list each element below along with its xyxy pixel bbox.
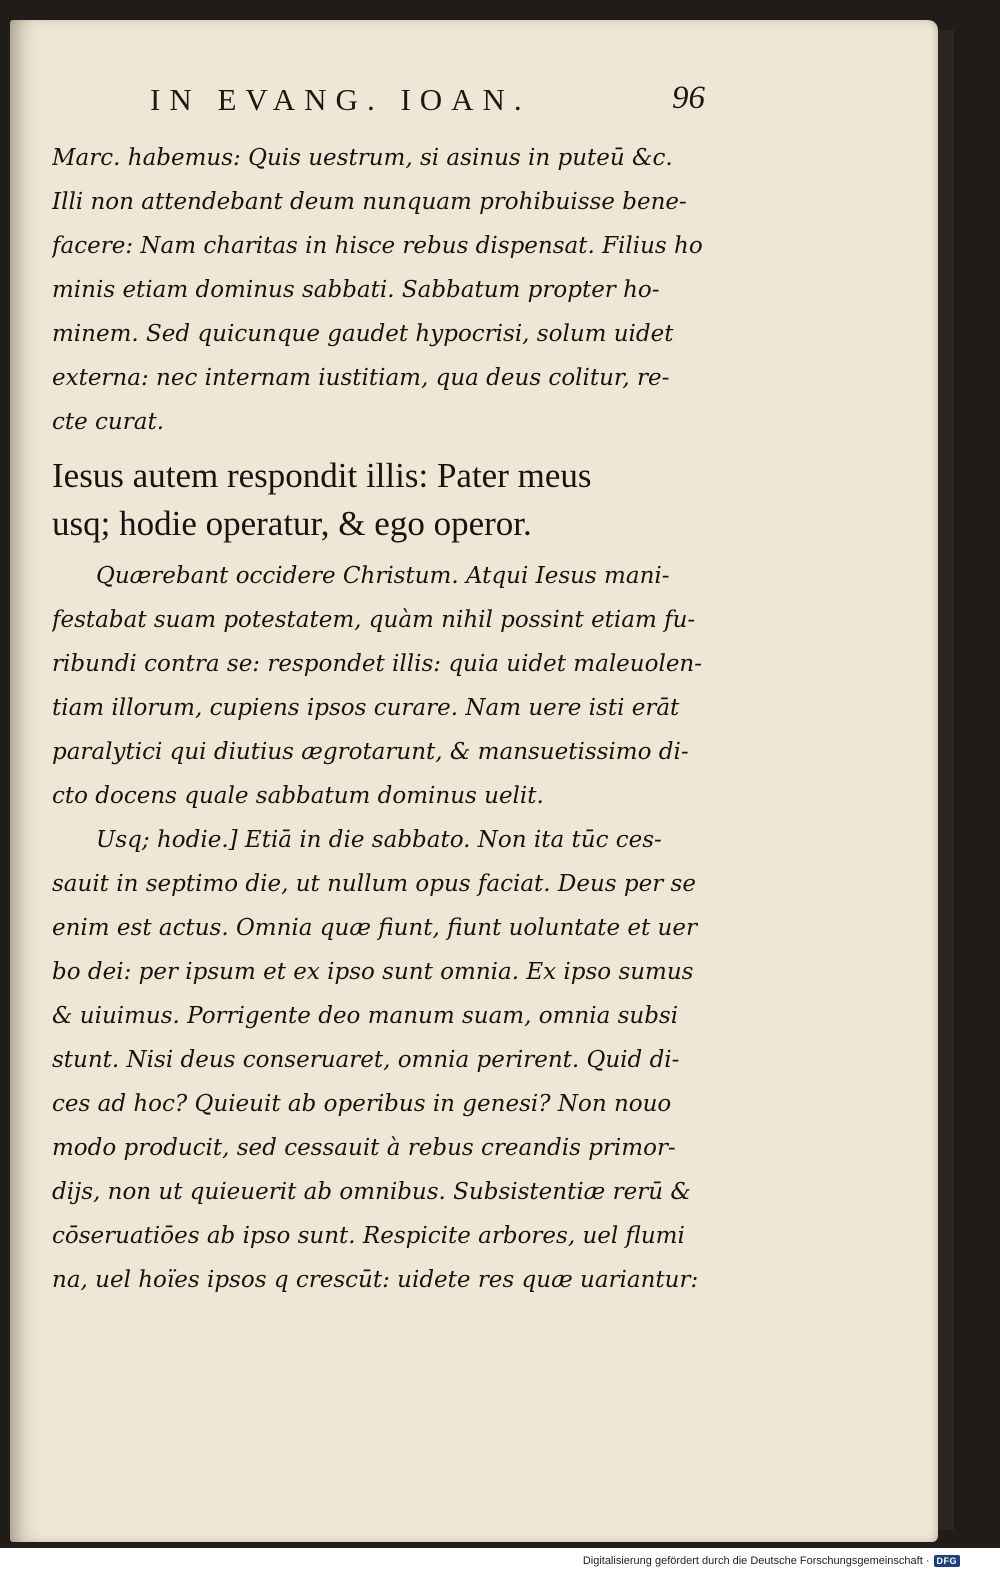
text-line: minem. Sed quicunque gaudet hypocrisi, solum uidet xyxy=(52,321,674,347)
text-line: & uiuimus. Porrigente deo manum suam, omnia subsi xyxy=(52,1003,679,1029)
verse-line: usq; hodie operatur, & ego operor. xyxy=(52,504,532,543)
text-line: sauit in septimo die, ut nullum opus faciat. Deus per se xyxy=(52,871,696,897)
text-line: cte curat. xyxy=(52,409,165,435)
verse-line: Iesus autem respondit illis: Pater meus xyxy=(52,456,592,495)
text-line: Illi non attendebant deum nunquam prohibuisse bene- xyxy=(52,189,687,215)
text-line: modo producit, sed cessauit à rebus creandis primor- xyxy=(52,1135,676,1161)
scripture-verse xyxy=(52,452,742,548)
text-line: bo dei: per ipsum et ex ipso sunt omnia. Ex ipso sumus xyxy=(52,959,694,985)
text-line: cōseruatiōes ab ipso sunt. Respicite arbores, uel flumi xyxy=(52,1223,685,1249)
text-line: Marc. habemus: Quis uestrum, si asinus in puteū &c. xyxy=(52,145,673,171)
text-line: na, uel hoïes ipsos q crescūt: uidete res quæ uariantur: xyxy=(52,1267,699,1293)
commentary-middle xyxy=(52,554,742,818)
text-line: stunt. Nisi deus conseruaret, omnia perirent. Quid di- xyxy=(52,1047,680,1073)
text-line: ces ad hoc? Quieuit ab operibus in genesi? Non nouo xyxy=(52,1091,672,1117)
text-line: cto docens quale sabbatum dominus uelit. xyxy=(52,783,544,809)
credit-text: Digitalisierung gefördert durch die Deutsche Forschungsgemeinschaft · xyxy=(582,1555,930,1567)
page-text xyxy=(52,136,742,1302)
text-line: Quærebant occidere Christum. Atqui Iesus mani- xyxy=(96,563,670,589)
text-line: festabat suam potestatem, quàm nihil possint etiam fu- xyxy=(52,607,696,633)
commentary-bottom xyxy=(52,818,742,1302)
running-head: IN EVANG. IOAN. xyxy=(150,82,531,117)
text-line: tiam illorum, cupiens ipsos curare. Nam uere isti erāt xyxy=(52,695,680,721)
dfg-logo: DFG xyxy=(934,1555,961,1567)
text-line: dijs, non ut quieuerit ab omnibus. Subsistentiæ rerū & xyxy=(52,1179,691,1205)
digitization-credit xyxy=(583,1551,960,1571)
text-line: externa: nec internam iustitiam, qua deus colitur, re- xyxy=(52,365,670,391)
text-line: facere: Nam charitas in hisce rebus dispensat. Filius ho xyxy=(52,233,703,259)
commentary-top xyxy=(52,136,742,444)
text-line: enim est actus. Omnia quæ fiunt, fiunt uoluntate et uer xyxy=(52,915,697,941)
page-number: 96 xyxy=(672,80,705,116)
text-line: paralytici qui diutius ægrotarunt, & mansuetissimo di- xyxy=(52,739,689,765)
page-edge xyxy=(938,30,954,1530)
text-line: minis etiam dominus sabbati. Sabbatum propter ho- xyxy=(52,277,660,303)
text-line: Usq; hodie.] Etiā in die sabbato. Non ita tūc ces- xyxy=(96,827,662,853)
text-line: ribundi contra se: respondet illis: quia uidet maleuolen- xyxy=(52,651,703,677)
